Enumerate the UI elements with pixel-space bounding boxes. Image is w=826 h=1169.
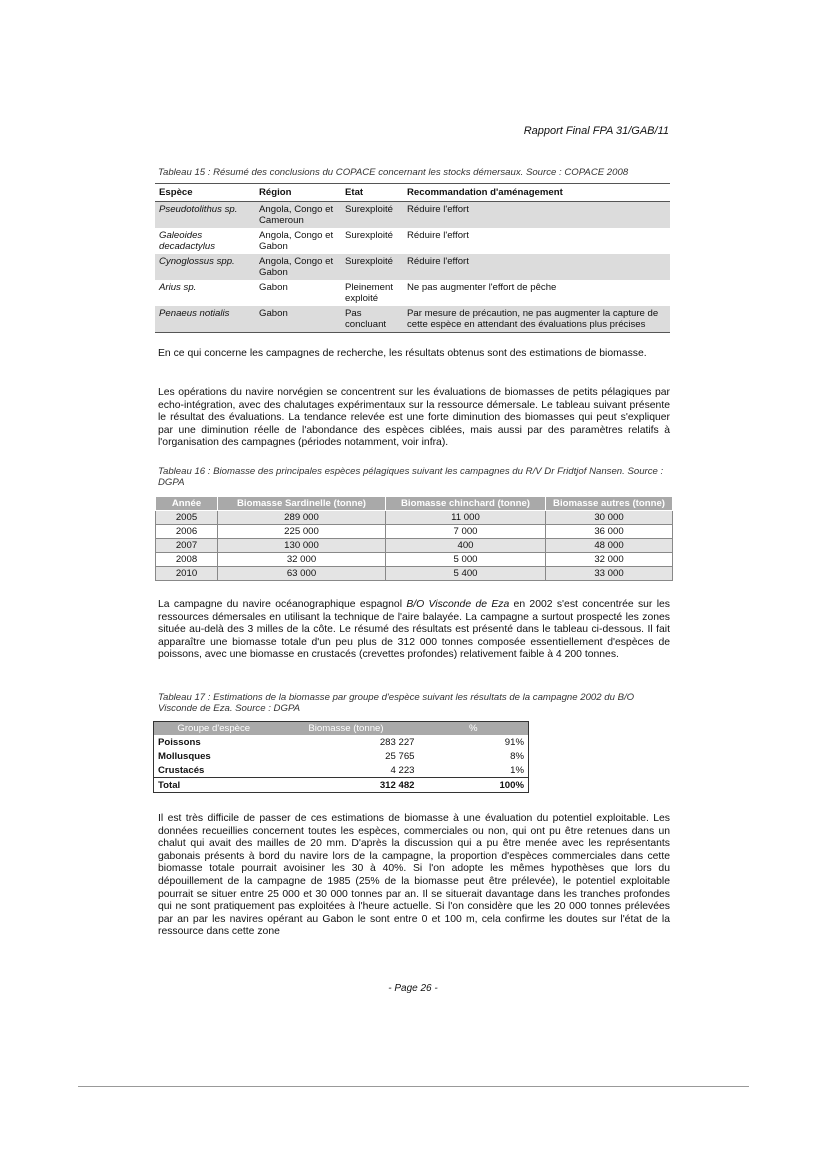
value-cell: 400 [386,539,546,553]
col-header-espece: Espèce [155,184,255,202]
pelagic-biomass-table [155,496,673,581]
paragraph-campagnes-recherche: En ce qui concerne les campagnes de recherche, les résultats obtenus sont des estimations de biomasse. [158,348,647,359]
biomass-cell: 283 227 [379,736,415,748]
table-row [156,539,673,553]
table-row [154,735,529,749]
year-cell: 2005 [156,511,218,525]
species-cell: Galeoides decadactylus [159,230,215,252]
table-row [154,749,529,763]
region-cell: Gabon [259,282,288,293]
total-label: Total [154,778,274,793]
total-biomass: 312 482 [274,778,419,793]
percent-cell: 1% [510,764,524,776]
recommendation-cell: Réduire l'effort [403,202,670,229]
table17-caption: Tableau 17 : Estimations de la biomasse par groupe d'espèce suivant les résultats de la campagne 2002 du B/O Visconde de Eza. Source : DGPA [158,692,635,714]
col-header-percent: % [419,722,529,736]
col-header-biomasse: Biomasse (tonne) [274,722,419,736]
recommendation-cell: Réduire l'effort [407,230,469,241]
value-cell: 225 000 [218,525,386,539]
year-cell: 2006 [156,525,218,539]
recommendation-cell: Par mesure de précaution, ne pas augmenter la capture de cette espèce en attendant des évaluations plus précises [403,306,670,333]
table15-caption: Tableau 15 : Résumé des conclusions du COPACE concernant les stocks démersaux. Source : COPACE 2008 [158,167,629,178]
table-row [156,525,673,539]
page-number: - Page 26 - [388,983,438,994]
status-cell: Pleinement exploité [345,282,393,304]
year-cell: 2007 [156,539,218,553]
recommendation-cell: Ne pas augmenter l'effort de pêche [407,282,557,293]
status-cell: Surexploité [341,254,403,280]
table-row [155,254,670,280]
table-row [155,228,670,254]
table-row [156,511,673,525]
value-cell: 63 000 [218,567,386,581]
value-cell: 33 000 [546,567,673,581]
footer-divider [78,1086,749,1087]
copace-demersal-table [155,183,670,333]
status-cell: Pas concluant [341,306,403,333]
species-cell: Cynoglossus spp. [155,254,255,280]
biomass-cell: 25 765 [385,750,415,762]
paragraph-text: La campagne du navire océanographique espagnol [158,599,407,610]
col-header-sardinelle: Biomasse Sardinelle (tonne) [218,497,386,511]
region-cell: Angola, Congo et Cameroun [255,202,341,229]
value-cell: 48 000 [546,539,673,553]
value-cell: 7 000 [386,525,546,539]
table16-caption: Tableau 16 : Biomasse des principales espèces pélagiques suivant les campagnes du R/V Dr Fridtjof Nansen. Source : DGPA [158,466,664,488]
value-cell: 289 000 [218,511,386,525]
year-cell: 2010 [156,567,218,581]
value-cell: 32 000 [218,553,386,567]
table-row [156,567,673,581]
species-cell: Penaeus notialis [155,306,255,333]
col-header-recommandation: Recommandation d'aménagement [403,184,670,202]
percent-cell: 91% [504,736,524,748]
paragraph-text: en 2002 s'est concentrée sur les ressources démersales en utilisant la technique de l'aire balayée. La campagne a surtout prospecté les zones située au-delà des 3 milles de la côte. Le résumé des résultats est présenté dans le tableau ci-dessous. Il fait apparaître une biomasse totale d'un peu plus de 312 000 tonnes composée essentiellement d'espèces de poissons, avec une biomasse en crustacés (crevettes profondes) relativement faible à 4 200 tonnes. [158,599,670,661]
value-cell: 5 000 [386,553,546,567]
col-header-groupe: Groupe d'espèce [154,722,274,736]
year-cell: 2008 [156,553,218,567]
value-cell: 30 000 [546,511,673,525]
paragraph-potentiel-exploitable: Il est très difficile de passer de ces estimations de biomasse à une évaluation du potentiel exploitable. Les données recueillies concernent toutes les espèces, commerciales ou non, qui ont pu être retenues dans un chalut qui avait des mailles de 20 mm. D'après la discussion qui a pu être menée avec les représentants gabonais présents à bord du navire lors de la campagne, la proportion d'espèces commerciales dans cette biomasse totale pourrait avoisiner les 30 à 40%. Si l'on adopte les mêmes hypothèses que lors du dépouillement de la campagne de 1985 (25% de la biomasse peut être prélevée), le potentiel exploitable pourrait se situer entre 25 000 et 30 000 tonnes par an. Il se situerait davantage dans les tranches profondes qui ne sont pratiquement pas exploitées à l'heure actuelle. Si l'on considère que les 20 000 tonnes prélevées par an par les navires opérant au Gabon le sont entre 0 et 100 m, cela confirme les doutes sur l'état de la ressource dans cette zone [158,813,670,938]
region-cell: Angola, Congo et Gabon [255,254,341,280]
status-cell: Surexploité [341,202,403,229]
vessel-name: B/O Visconde de Eza [406,599,510,610]
table-row [155,280,670,306]
biomass-cell: 4 223 [390,764,415,776]
table-row [155,202,670,229]
paragraph-campagne-espagnole [158,599,670,662]
col-header-autres: Biomasse autres (tonne) [546,497,673,511]
value-cell: 36 000 [546,525,673,539]
region-cell: Gabon [255,306,341,333]
recommendation-cell: Réduire l'effort [403,254,670,280]
species-group-biomass-table [153,721,529,793]
table-row [156,553,673,567]
value-cell: 5 400 [386,567,546,581]
group-cell: Mollusques [158,750,211,762]
col-header-chinchard: Biomasse chinchard (tonne) [386,497,546,511]
table-row [155,306,670,333]
col-header-etat: Etat [341,184,403,202]
col-header-annee: Année [156,497,218,511]
value-cell: 130 000 [218,539,386,553]
report-header: Rapport Final FPA 31/GAB/11 [523,125,669,137]
species-cell: Arius sp. [159,282,197,293]
value-cell: 11 000 [386,511,546,525]
status-cell: Surexploité [345,230,393,241]
total-row [154,778,529,793]
value-cell: 32 000 [546,553,673,567]
species-cell: Pseudotolithus sp. [155,202,255,229]
region-cell: Angola, Congo et Gabon [259,230,334,252]
total-percent: 100% [419,778,529,793]
group-cell: Poissons [158,736,201,748]
col-header-region: Région [255,184,341,202]
group-cell: Crustacés [158,764,205,776]
table-row [154,763,529,778]
paragraph-navire-norvegien: Les opérations du navire norvégien se concentrent sur les évaluations de biomasses de petits pélagiques par echo-intégration, avec des chalutages expérimentaux sur la ressource démersale. Le tableau suivant présente le résultat des évaluations. La tendance relevée est une forte diminution des biomasses qui peut s'expliquer par une diminution réelle de l'abondance des espèces ciblées, mais aussi par des paramètres relatifs à l'organisation des campagnes (périodes notamment, voir infra). [158,387,670,449]
percent-cell: 8% [510,750,524,762]
